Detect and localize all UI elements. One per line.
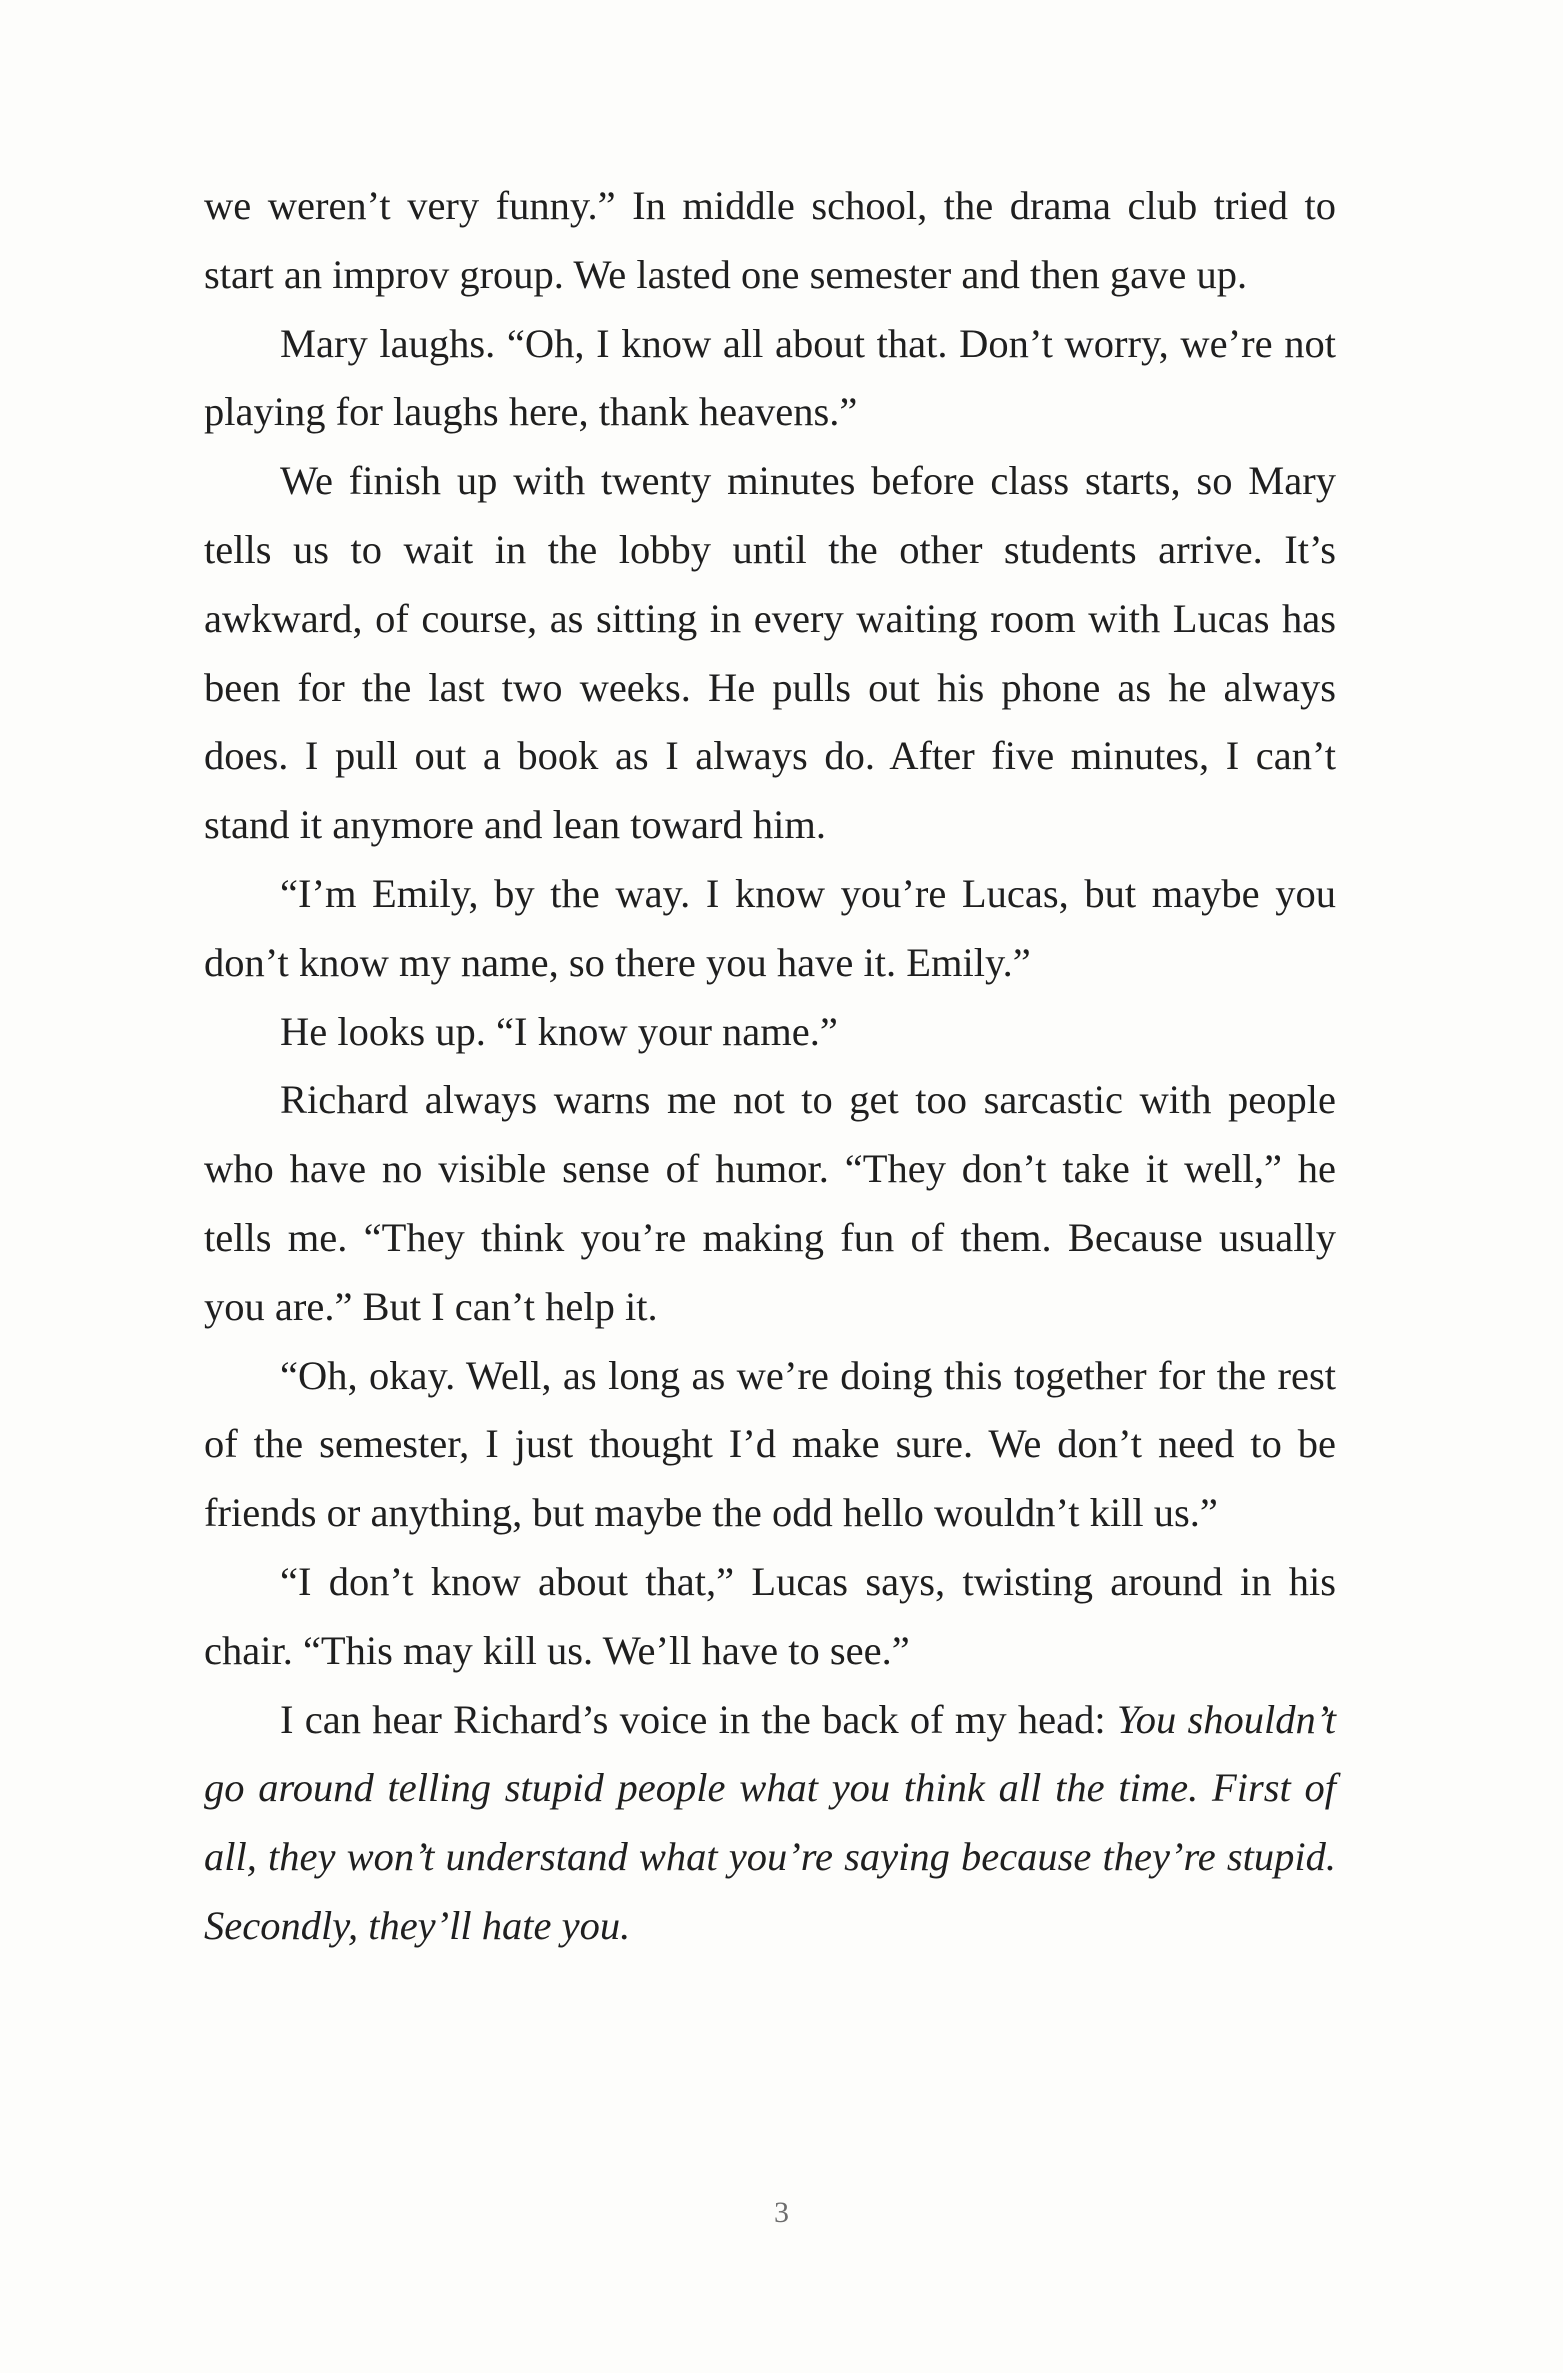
- body-text: [204, 172, 1336, 1961]
- paragraph-9-italic: You shouldn’t go around telling stupid people what you think all the time. First of all, they won’t understand what you’re saying because they’re stupid. Secondly, they’ll hate you.: [204, 1696, 1336, 1948]
- paragraph-1: we weren’t very funny.” In middle school, the drama club tried to start an improv group. We lasted one semester and then gave up.: [204, 183, 1336, 297]
- paragraph-3: We finish up with twenty minutes before class starts, so Mary tells us to wait in the lobby until the other students arrive. It’s awkward, of course, as sitting in every waiting room with Lucas has been for the last two weeks. He pulls out his phone as he always does. I pull out a book as I always do. After five minutes, I can’t stand it anymore and lean toward him.: [204, 458, 1336, 848]
- paragraph-8: “I don’t know about that,” Lucas says, twisting around in his chair. “This may kill us. We’ll have to see.”: [204, 1558, 1336, 1673]
- page-number: 3: [774, 2196, 789, 2229]
- paragraph-7: “Oh, okay. Well, as long as we’re doing this together for the rest of the semester, I just thought I’d make sure. We don’t need to be friends or anything, but maybe the odd hello wouldn’t kill us.”: [204, 1352, 1336, 1536]
- paragraph-9: [204, 1686, 1336, 1961]
- paragraph-6: Richard always warns me not to get too sarcastic with people who have no visible sense of humor. “They don’t take it well,” he tells me. “They think you’re making fun of them. Because usually you are.” But I can’t help it.: [204, 1077, 1336, 1329]
- paragraph-2: Mary laughs. “Oh, I know all about that. Don’t worry, we’re not playing for laughs here, thank heavens.”: [204, 320, 1336, 435]
- paragraph-9-roman: I can hear Richard’s voice in the back of my head:: [280, 1696, 1117, 1742]
- paragraph-5: He looks up. “I know your name.”: [280, 1008, 838, 1054]
- paragraph-4: “I’m Emily, by the way. I know you’re Lucas, but maybe you don’t know my name, so there you have it. Emily.”: [204, 870, 1336, 985]
